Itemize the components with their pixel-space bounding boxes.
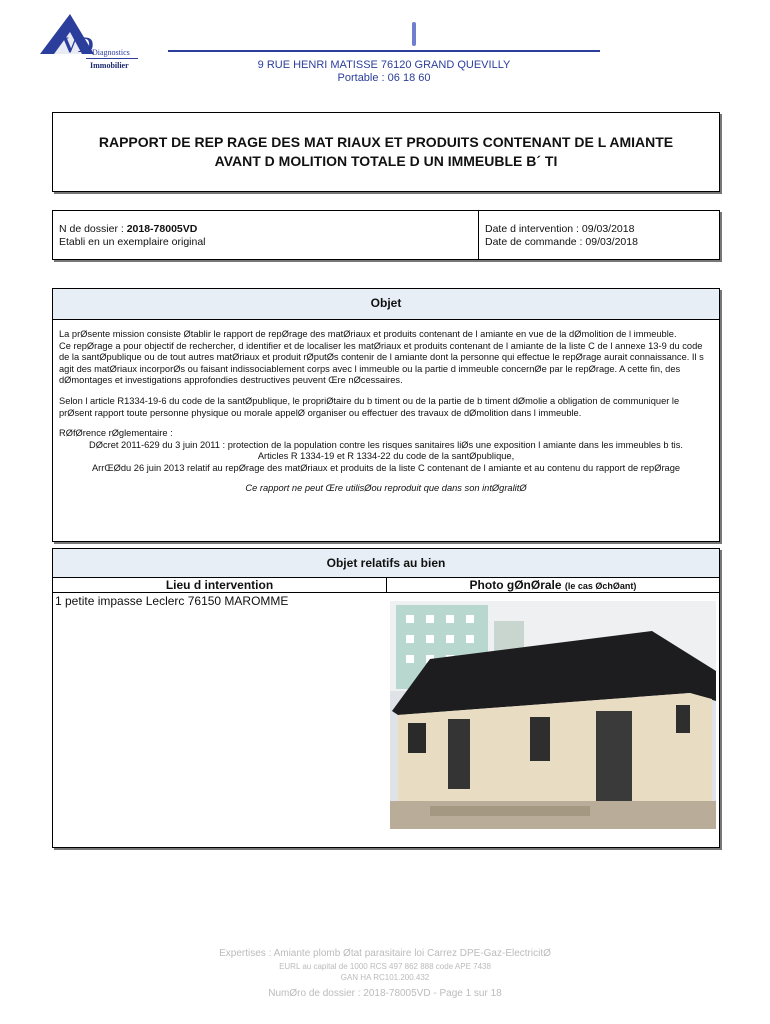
reference-articles: Articles R 1334-19 et R 1334-22 du code de la santØpublique, — [257, 451, 515, 462]
report-title-line-2: AVANT D MOLITION TOTALE D UN IMMEUBLE B´ TI — [214, 153, 558, 169]
reference-arrete: ArrŒØdu 26 juin 2013 relatif au repØrage des matØriaux et produits de la liste C contenant de l amiante et au contenu du rapport de repØrage — [91, 462, 681, 473]
objet-body — [59, 329, 713, 494]
footer-services: Expertises : Amiante plomb Øtat parasitaire loi Carrez DPE-Gaz-ElectricitØ — [219, 948, 551, 959]
svg-text:Immobilier: Immobilier — [90, 61, 129, 70]
bien-section — [52, 548, 720, 848]
header-rule — [168, 50, 600, 52]
lieu-intervention-heading: Lieu d intervention — [53, 578, 386, 593]
company-phone: Portable : 06 18 60 — [337, 72, 431, 84]
dossier-left — [59, 223, 206, 249]
objet-section — [52, 288, 720, 542]
objet-heading: Objet — [53, 289, 719, 320]
integrity-note: Ce rapport ne peut Œre utilisØou reproduit que dans son intØgralitØ — [245, 482, 527, 493]
company-logo — [32, 14, 142, 78]
footer-company-info: EURL au capital de 1000 RCS 497 862 888 code APE 7438 — [279, 962, 491, 971]
dossier-divider — [478, 211, 479, 259]
objet-paragraph-3: Selon l article R1334-19-6 du code de la santØpublique, le propriØtaire du b timent ou de la partie de b timent dØmolie a obligation de communiquer le prØsent rapport toute personne physique ou morale appelØ organiser ou effectuer des travaux de dØmolition dans l immeuble. — [59, 395, 680, 418]
report-title-line-1: RAPPORT DE REP RAGE DES MAT RIAUX ET PRODUITS CONTENANT DE L AMIANTE — [98, 134, 674, 150]
dossier-number-value: 2018-78005VD — [126, 223, 198, 235]
reference-decret: DØcret 2011-629 du 3 juin 2011 : protection de la population contre les risques sanitaires liØs une exposition l amiante dans les immeubles b tis. — [89, 439, 683, 450]
footer-page-number: NumØro de dossier : 2018-78005VD - Page 1 sur 18 — [268, 988, 502, 999]
dossier-etabli: Etabli en un exemplaire original — [59, 236, 206, 248]
header-decoration — [412, 22, 416, 46]
photo-heading-note: (le cas ØchØant) — [564, 581, 637, 591]
objet-paragraph-2: Ce repØrage a pour objectif de rechercher, d identifier et de localiser les matØriaux et produits contenant de l amiante de la liste C de l annexe 13-9 du code de la santØpublique ou de tout autres matØriaux et produit rØputØs contenir de l amiante dont la personne qui effectue le repØrage aurait connaissance. Il s agit des matØriaux incorporØs ou faisant indissociablement corps avec l immeuble ou la partie d immeuble concernØe par le repØrage. A cette fin, des dØmontages et investigations approfondies destructives peuvent Œre nØcessaires. — [59, 340, 704, 386]
header-contact — [168, 59, 600, 85]
property-photo — [390, 601, 716, 829]
date-commande: Date de commande : 09/03/2018 — [485, 236, 638, 248]
dossier-number-label: N de dossier : — [59, 223, 124, 235]
dossier-info-box — [52, 210, 720, 260]
objet-paragraph-1: La prØsente mission consiste Øtablir le rapport de repØrage des matØriaux et produits contenant de l amiante en vue de la dØmolition de l immeuble. — [59, 329, 677, 339]
dossier-right — [485, 223, 638, 249]
report-title-box — [52, 112, 720, 192]
svg-text:Diagnostics: Diagnostics — [92, 48, 130, 57]
dossier-number — [59, 223, 206, 236]
property-address: 1 petite impasse Leclerc 76150 MAROMME — [55, 594, 289, 608]
reference-label: RØfØrence rØglementaire : — [59, 428, 173, 439]
svg-text:VD: VD — [62, 32, 94, 57]
bien-heading: Objet relatifs au bien — [53, 549, 719, 578]
photo-heading — [387, 578, 719, 593]
footer-insurance: GAN HA RC101.200.432 — [340, 973, 430, 982]
company-address: 9 RUE HENRI MATISSE 76120 GRAND QUEVILLY — [257, 59, 511, 71]
date-intervention: Date d intervention : 09/03/2018 — [485, 223, 635, 235]
photo-heading-label: Photo gØnØrale — [469, 578, 562, 592]
